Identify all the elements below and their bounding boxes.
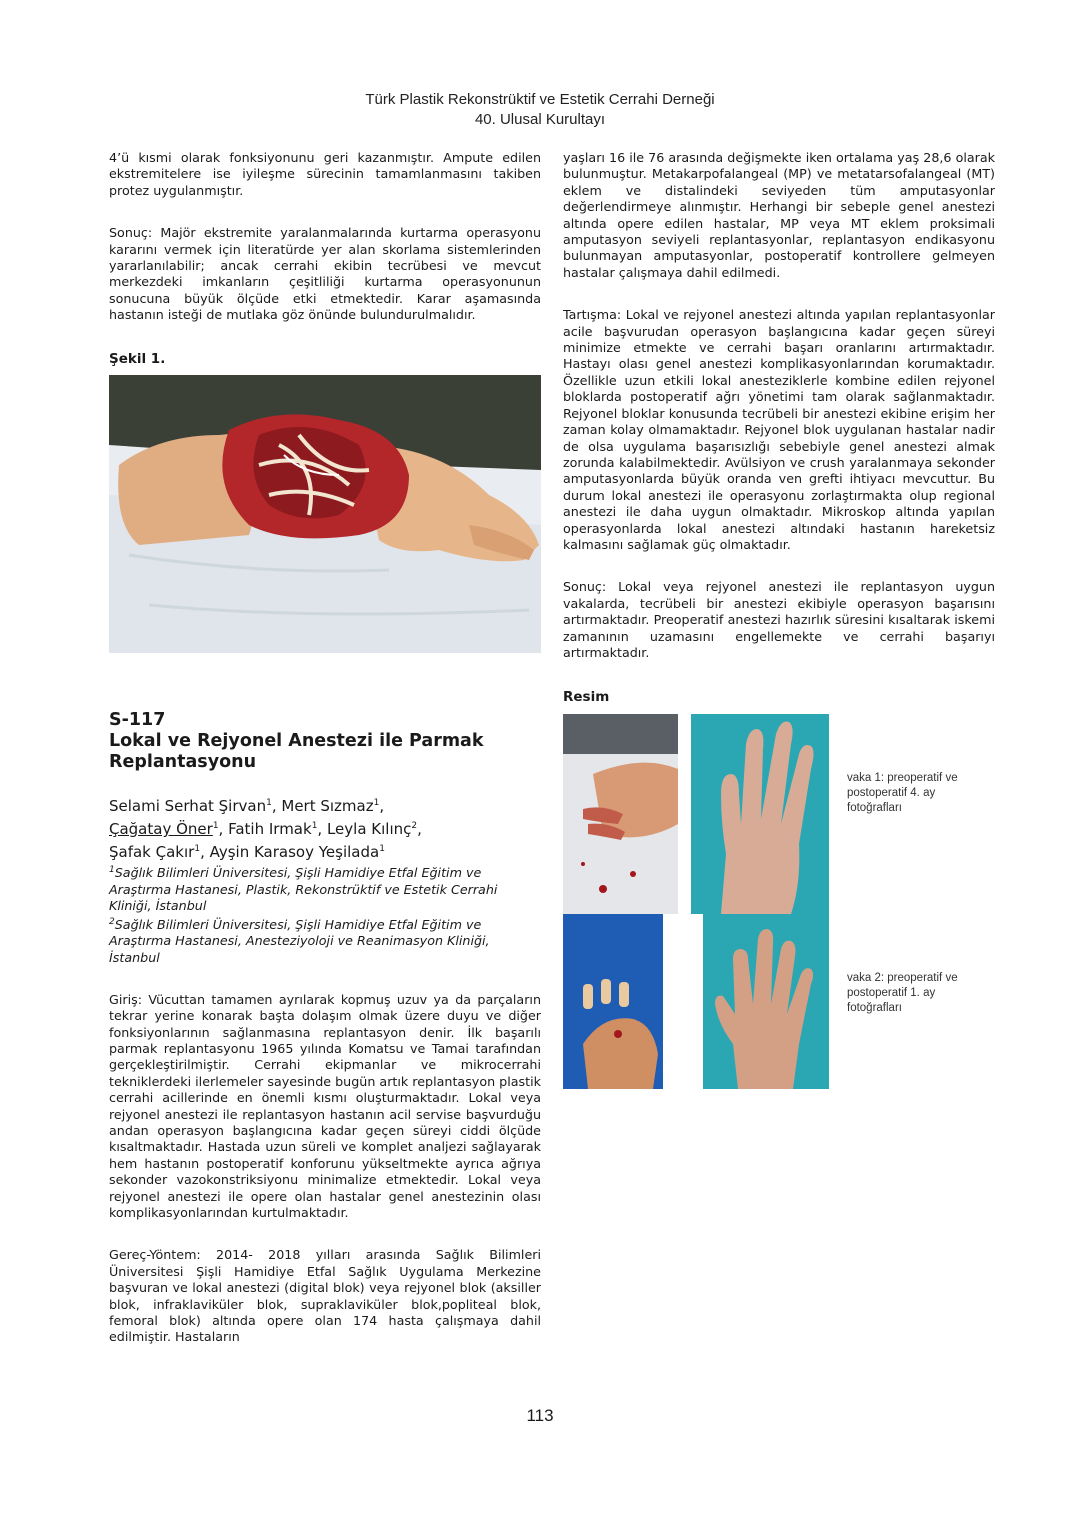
affiliation-marker: 2: [411, 821, 418, 832]
header-congress-name: 40. Ulusal Kurultayı: [474, 111, 606, 128]
header-society-name: Türk Plastik Rekonstrüktif ve Estetik Cerrahi Derneği: [365, 91, 715, 108]
case-1-postoperative-photo: [691, 714, 829, 914]
abstract-title: Lokal ve Rejyonel Anestezi ile Parmak Replantasyonu: [109, 731, 484, 773]
affiliation-marker: 1: [194, 844, 201, 855]
figure-1-wrist-injury-photo: [109, 375, 541, 653]
journal-header: [0, 90, 1080, 130]
affiliation-number: 2: [109, 916, 115, 927]
previous-abstract-results-text: 4’ü kısmi olarak fonksiyonunu geri kazanmıştır. Ampute edilen ekstremitelere ise iyileşme sürecinin tamamlanmasını takiben protez uygulanmıştır.: [109, 150, 541, 198]
affiliation-marker: 1: [266, 798, 272, 809]
case-photo-grid: [563, 714, 995, 1094]
case-2-caption: vaka 2: preoperatif ve postoperatif 1. ay fotoğrafları: [847, 971, 958, 1014]
discussion-text: Tartışma: Lokal ve rejyonel anestezi altında yapılan replantasyonlar acile başvurudan operasyon başlangıcına kadar geçen süreyi minimize etmekte ve cerrahi başarı oranlarını artırmaktadır. Hastayı olası genel anestezi komplikasyonlarından korumaktadır. Özellikle uzun etkili lokal anesteziklerle kombine edilen rejyonel bloklarda postoperatif ağrı yönetimi tam olarak sağlanmaktadır. Rejyonel bloklar konusunda tecrübeli bir anestezi ekibine erişim her zaman kolay olmamaktadır. Rejyonel blok uygulanan hastalar nadir de olsa uygulama başarısızlığı sebebiyle genel anestezi almak zorunda kalabilmektedir. Avülsiyon ve crush yaralanmaya sekonder amputasyonlarda büyük oranda ven grefti ihtiyacı mevcuttur. Bu durum lokal anestezi ile operasyonu zorlaştırmakta olup regional anestezi ile daha uygun olmaktadır. Mikroskop altında yapılan operasyonlarda lokal anestezi altındaki hastanın hareketsiz kalmasını sağlamak güç olmaktadır.: [563, 307, 995, 552]
affiliation-2-text: Sağlık Bilimleri Üniversitesi, Şişli Hamidiye Etfal Eğitim ve Araştırma Hastanesi, Anesteziyoloji ve Reanimasyon Kliniği, İstanbul: [109, 917, 490, 965]
case-1-preoperative-photo: [563, 714, 678, 914]
left-column: [109, 150, 541, 1346]
affiliation-number: 1: [109, 865, 115, 876]
affiliation-marker: 1: [212, 821, 219, 832]
conclusion-text: Sonuç: Lokal veya rejyonel anestezi ile replantasyon uygun vakalarda, tecrübeli bir anestezi ekibiyle operasyon başarısını artırmaktadır. Preoperatif anestezi hazırlık süresini kısaltarak iskemi zamanının uzamasını engellemekte ve cerrahi başarıyı artırmaktadır.: [563, 579, 995, 660]
author-name: Fatih Irmak: [228, 820, 312, 839]
right-column: [563, 150, 995, 1094]
author-name: Mert Sızmaz: [281, 797, 374, 816]
case-2-preoperative-photo: [563, 914, 663, 1089]
image-label: Resim: [563, 689, 610, 706]
affiliation-marker: 1: [311, 821, 318, 832]
materials-methods-continued-text: yaşları 16 ile 76 arasında değişmekte iken ortalama yaş 28,6 olarak bulunmuştur. Metakarpofalangeal (MP) ve metatarsofalangeal (MT) eklem ve distalindeki seviyeden tüm amputasyonlar değerlendirmeye alınmıştır. Herhangi bir sebeple genel anestezi altında opere edilen hastalar, MP veya MT eklem proksimali amputasyon seviyeli replantasyonlar, replantasyon endikasyonu bulunmayan amputasyonlar, postoperatif kontrollere gelmeyen hastalar çalışmaya dahil edilmedi.: [563, 150, 995, 280]
author-name: Şafak Çakır: [109, 843, 195, 862]
affiliation-marker: 1: [373, 798, 380, 809]
affiliation-2: [109, 914, 541, 966]
author-list: Selami Serhat Şirvan$^1$, Mert Sızmaz$^1$, Çağatay Öner$^1$, Fatih Irmak$^1$, Leyla Kılınç$^2$, Şafak Çakır$^1$, Ayşin Karasoy Yeşilada$^1$: [109, 797, 422, 862]
introduction-text: Giriş: Vücuttan tamamen ayrılarak kopmuş uzuv ya da parçaların tekrar yerine konarak başta dolaşım olmak üzere duyu ve diğer fonksiyonlarının sağlanmasına replantasyon denir. İlk başarılı parmak replantasyonu 1965 yılında Komatsu ve Tamai tarafından gerçekleştirilmiştir. Cerrahi ekipmanlar ve mikrocerrahi tekniklerdeki ilerlemeler sayesinde bugün artık replantasyon plastik cerrahi acillerinde en önemli kısmı oluşturmaktadır. Lokal veya rejyonel anestezi ile replantasyon hastanın acil servise başvurduğu andan operasyon başlangıcına kadar geçen süreyi ciddi ölçüde kısaltmaktadır. Hastada uzun süreli ve komplet analjezi sağlayarak hem hastanın postoperatif konforunu yükseltmekte ayrıca ağrıya sekonder vazokonstriksiyonu minimalize etmektedir. Lokal veya rejyonel anestezi ile opere olan hastalar genel anestezinin olası komplikasyonlarından kurtulmaktadır.: [109, 991, 541, 1221]
presenting-author-name: Çağatay Öner: [109, 820, 213, 839]
author-name: Ayşin Karasoy Yeşilada: [209, 843, 380, 862]
affiliation-marker: 1: [379, 844, 385, 855]
materials-methods-text: Gereç-Yöntem: 2014- 2018 yılları arasında Sağlık Bilimleri Üniversitesi Şişli Hamidiye Etfal Sağlık Uygulama Merkezine başvuran ve lokal anestezi (digital blok) veya rejyonel blok (aksiller blok, infraklaviküler blok, supraklaviküler blok,popliteal blok, femoral blok) altında opere olan 174 hasta çalışmaya dahil edilmiştir. Hastaların: [109, 1247, 541, 1345]
author-name: Leyla Kılınç: [326, 820, 412, 839]
previous-abstract-conclusion-text: Sonuç: Majör ekstremite yaralanmalarında kurtarma operasyonu kararını vermek için literatürde yer alan skorlama sistemlerinden yararlanılabilir; ancak cerrahi ekibin tecrübesi ve mevcut merkezdeki imkanların çeşitliliği kurtarma operasyonunun sonucuna büyük ölçüde etki etmektedir. Karar aşamasında hastanın isteği de mutlaka göz önünde bulundurulmalıdır.: [109, 225, 541, 323]
affiliation-1-text: Sağlık Bilimleri Üniversitesi, Şişli Hamidiye Etfal Eğitim ve Araştırma Hastanesi, Plastik, Rekonstrüktif ve Estetik Cerrahi Kliniği, İstanbul: [109, 865, 498, 913]
case-2-postoperative-photo: [703, 914, 829, 1089]
affiliation-1: [109, 862, 541, 914]
author-name: Selami Serhat Şirvan: [109, 797, 267, 816]
figure-1-label: Şekil 1.: [109, 350, 166, 367]
abstract-id: S-117: [109, 710, 166, 731]
case-1-caption: vaka 1: preoperatif ve postoperatif 4. ay fotoğrafları: [847, 771, 958, 814]
page-number: 113: [526, 1406, 554, 1425]
